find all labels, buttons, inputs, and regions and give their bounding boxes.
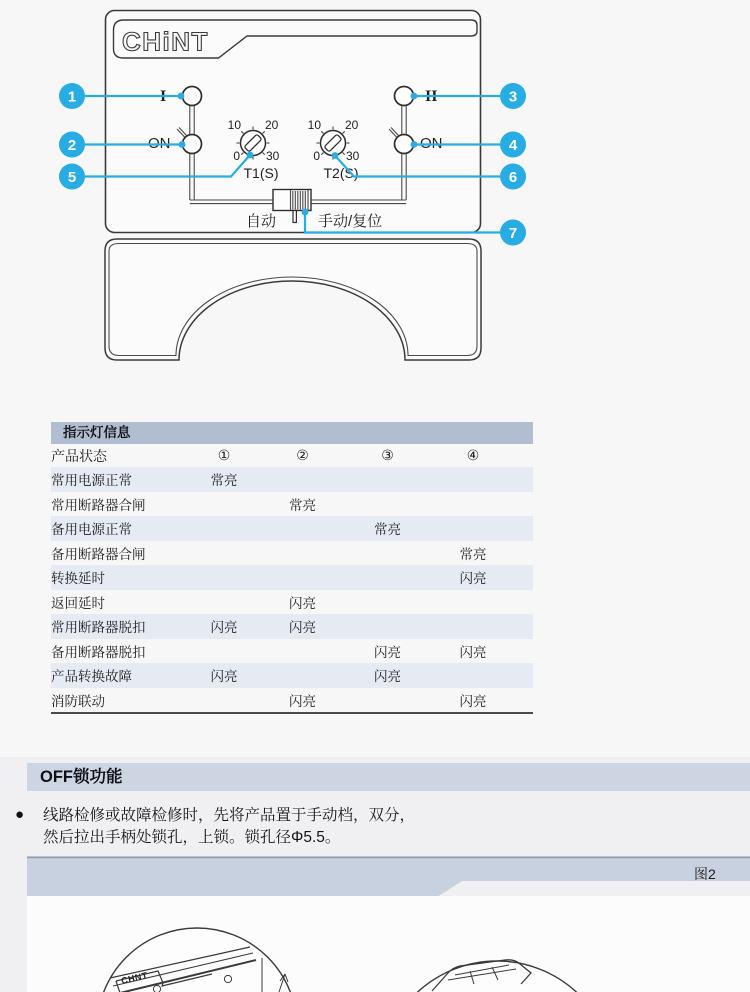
- table-row: [51, 492, 533, 517]
- table-title: 指示灯信息: [51, 422, 533, 444]
- lamp2-cell: [262, 467, 343, 492]
- device-panel-diagram: [0, 0, 750, 380]
- svg-text:5: 5: [67, 168, 77, 186]
- dial1-scale-10: 10: [227, 118, 241, 132]
- lamp2-cell: [262, 565, 343, 590]
- state-cell: 转换延时: [51, 571, 105, 587]
- lamp1-cell: [186, 590, 262, 615]
- callout-6: [500, 164, 526, 190]
- svg-text:2: 2: [67, 136, 77, 154]
- source-1-label: I: [160, 88, 167, 105]
- callout-4: [500, 132, 526, 158]
- lamp3-cell: [343, 467, 432, 492]
- figure2-label: 图2: [694, 866, 716, 882]
- handle-closeup-sketch: [380, 960, 614, 992]
- dial2-scale-20: 20: [345, 118, 359, 132]
- lamp3-cell: [343, 614, 432, 639]
- dial1-scale-30: 30: [266, 149, 280, 163]
- lamp3-cell: [343, 492, 432, 517]
- callout-7: [500, 220, 526, 246]
- table-row: [51, 663, 533, 688]
- state-cell: 备用电源正常: [51, 522, 132, 538]
- dial2-label: T2(S): [323, 165, 359, 181]
- lamp3-cell: [343, 590, 432, 615]
- auto-mode-label: 自动: [246, 213, 277, 230]
- lamp2-cell: 闪亮: [289, 693, 316, 709]
- svg-text:7: 7: [508, 224, 518, 242]
- off-lock-section-header: OFF锁功能: [27, 763, 750, 791]
- column-3-header: ③: [381, 447, 394, 463]
- state-cell: 产品转换故障: [51, 669, 132, 685]
- lamp2-cell: [262, 663, 343, 688]
- lamp4-cell: 闪亮: [459, 571, 487, 587]
- lamp1-cell: [186, 492, 262, 517]
- state-cell: 常用断路器脱扣: [51, 620, 146, 636]
- lamp4-cell: [432, 590, 514, 615]
- table-row: [51, 639, 533, 664]
- lamp3-cell: 闪亮: [374, 644, 401, 660]
- lamp1-cell: [186, 541, 262, 566]
- indicator-light-1: [183, 87, 202, 106]
- dial2-scale-10: 10: [307, 118, 321, 132]
- lamp1-cell: 闪亮: [210, 669, 238, 685]
- dial1-scale-0: 0: [233, 149, 240, 163]
- lamp1-cell: [186, 688, 262, 714]
- svg-text:4: 4: [508, 136, 518, 154]
- lamp1-cell: [186, 516, 262, 541]
- table-header-row: [51, 444, 533, 467]
- product-perspective-sketch: [97, 928, 297, 992]
- lamp4-cell: [432, 516, 514, 541]
- brand-logo: CHiNT: [122, 26, 209, 57]
- svg-text:6: 6: [508, 168, 518, 186]
- dial2-scale-0: 0: [313, 149, 320, 163]
- dial2-scale-30: 30: [346, 149, 360, 163]
- dial1-label: T1(S): [243, 165, 279, 181]
- off-lock-line-2: 然后拉出手柄处锁孔，上锁。锁孔径Φ5.5。: [43, 828, 341, 846]
- table-row: [51, 467, 533, 492]
- bullet-icon: ●: [15, 806, 25, 823]
- svg-text:3: 3: [508, 88, 518, 106]
- on-label-right: ON: [420, 135, 443, 152]
- callout-1: [59, 83, 85, 109]
- svg-text:1: 1: [67, 88, 77, 106]
- panel-lower-body: [105, 239, 481, 360]
- table-row: [51, 565, 533, 590]
- off-lock-description: [43, 805, 415, 848]
- lamp1-cell: [186, 639, 262, 664]
- column-1-header: ①: [217, 447, 231, 463]
- on-label-left: ON: [148, 135, 171, 152]
- table-row: [51, 688, 533, 714]
- lamp1-cell: 闪亮: [210, 620, 238, 636]
- state-cell: 常用电源正常: [51, 473, 132, 489]
- lamp3-cell: 常亮: [374, 522, 401, 538]
- manual-reset-label: 手动/复位: [318, 213, 383, 230]
- callout-5: [59, 164, 85, 190]
- state-cell: 消防联动: [51, 693, 105, 709]
- table-row: [51, 516, 533, 541]
- switch-lever: [293, 211, 296, 223]
- lamp3-cell: [343, 541, 432, 566]
- state-cell: 备用断路器脱扣: [51, 644, 146, 660]
- off-lock-line-1: 线路检修或故障检修时，先将产品置于手动档，双分，: [43, 807, 416, 824]
- lamp4-cell: 闪亮: [459, 644, 487, 660]
- lamp2-cell: 闪亮: [289, 595, 316, 611]
- lamp4-cell: 常亮: [459, 546, 487, 562]
- lamp2-cell: [262, 639, 343, 664]
- lamp2-cell: 常亮: [289, 497, 316, 513]
- table-row: [51, 541, 533, 566]
- lamp1-cell: 常亮: [210, 473, 238, 489]
- lamp2-cell: [262, 541, 343, 566]
- sketch-brand-logo: CHNT: [120, 970, 149, 986]
- source-2-label: II: [425, 88, 438, 105]
- table-row: [51, 614, 533, 639]
- lamp4-cell: [432, 492, 514, 517]
- figure2-sketch: [0, 880, 750, 992]
- column-4-header: ④: [466, 447, 480, 463]
- state-header: 产品状态: [51, 447, 107, 464]
- table-row: [51, 590, 533, 615]
- lamp2-cell: [262, 516, 343, 541]
- column-2-header: ②: [296, 447, 309, 463]
- lamp4-cell: [432, 614, 514, 639]
- state-cell: 常用断路器合闸: [51, 497, 146, 513]
- lamp4-cell: [432, 467, 514, 492]
- lamp4-cell: [432, 663, 514, 688]
- lamp2-cell: 闪亮: [289, 620, 316, 636]
- dial1-scale-20: 20: [265, 118, 279, 132]
- state-cell: 备用断路器合闸: [51, 546, 146, 562]
- lamp1-cell: [186, 565, 262, 590]
- state-cell: 返回延时: [51, 595, 105, 611]
- lamp3-cell: [343, 565, 432, 590]
- callout-3: [500, 83, 526, 109]
- lamp3-cell: 闪亮: [374, 669, 401, 685]
- callout-2: [59, 132, 85, 158]
- lamp3-cell: [343, 688, 432, 714]
- indicator-table: [51, 422, 533, 714]
- lamp4-cell: 闪亮: [459, 693, 487, 709]
